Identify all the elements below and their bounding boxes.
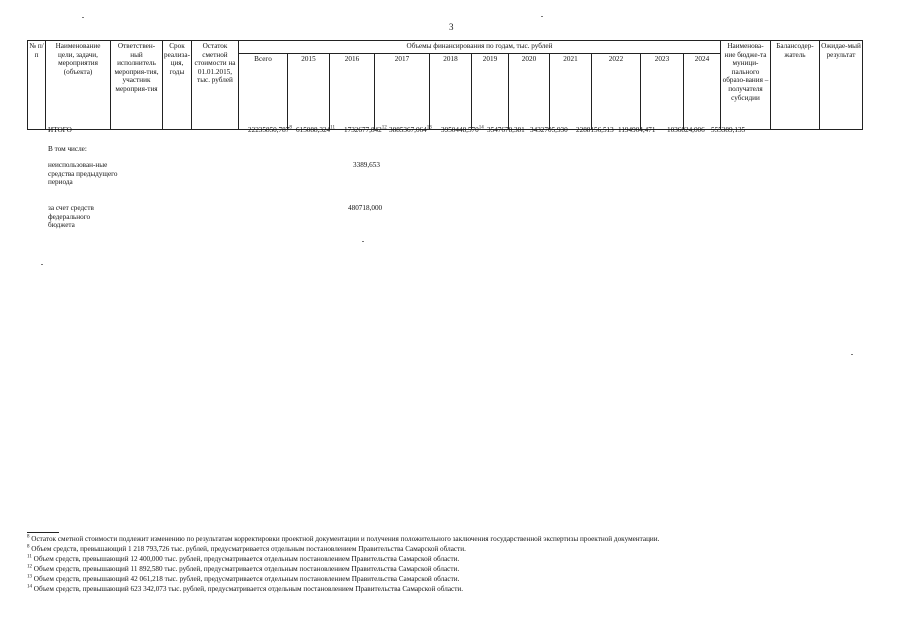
header-name: Наименование цели, задачи, мероприятия (объекта) <box>46 41 111 130</box>
footnote-separator <box>27 532 59 533</box>
header-year: 2015 <box>287 54 329 130</box>
header-year: 2020 <box>508 54 549 130</box>
scan-speck <box>41 264 43 265</box>
header-year: 2019 <box>471 54 508 130</box>
footnote: $^{12}$ Объем средств, превышающий 11 892,580 тыс. рублей, предусматривается отдельным постановлением Правительства Самарской области. <box>27 564 460 573</box>
sub-row-value-2016: 480718,000 <box>348 204 383 212</box>
year-value: 3547678,381 <box>487 126 525 134</box>
total-row-label: ИТОГО <box>48 126 72 134</box>
header-balance: Остаток сметной стоимости на 01.01.2015, тыс. рублей <box>191 41 238 130</box>
scan-speck <box>541 16 543 17</box>
year-value: 1036824,006 <box>667 126 705 134</box>
scan-speck <box>362 241 364 242</box>
year-value: 1732677,842$^{12}$ <box>344 125 387 134</box>
footnote: $^8$ Объем средств, превышающий 1 218 793,726 тыс. рублей, предусматривается отдельным постановлением Правительства Самарской области. <box>27 544 466 553</box>
header-total: Всего <box>238 54 287 130</box>
year-value: 2288156,513 <box>576 126 614 134</box>
header-year: 2024 <box>683 54 720 130</box>
header-holder: Балансодер-жатель <box>770 41 819 130</box>
year-value: 3432705,930 <box>530 126 568 134</box>
footnote: $^{11}$ Объем средств, превышающий 12 400,000 тыс. рублей, предусматривается отдельным постановлением Правительства Самарской области. <box>27 554 460 563</box>
footnote: $^{13}$ Объем средств, превышающий 42 061,218 тыс. рублей, предусматривается отдельным постановлением Правительства Самарской области. <box>27 574 460 583</box>
sub-row-label: неиспользован-ные средства предыдущего периода <box>48 161 118 187</box>
sub-row-value-2016: 3389,653 <box>353 161 380 169</box>
scan-speck <box>82 17 84 18</box>
header-responsible: Ответствен-ный исполнитель мероприя-тия, участник мероприя-тия <box>111 41 163 130</box>
page-number: 3 <box>449 22 454 32</box>
header-term: Срок реализа-ция, годы <box>163 41 192 130</box>
header-year: 2021 <box>549 54 591 130</box>
header-year: 2018 <box>429 54 471 130</box>
header-num: № п/п <box>28 41 46 130</box>
header-budget-name: Наименова-ние бюдже-та муници-пального образо-вания – получателя субсидии <box>720 41 770 130</box>
year-value: 1194904,471 <box>618 126 656 134</box>
financing-table <box>27 40 863 130</box>
year-value: 3885367,064$^{13}$ <box>389 125 432 134</box>
footnote: $^{14}$ Объем средств, превышающий 623 342,073 тыс. рублей, предусматривается отдельным постановлением Правительства Самарской области. <box>27 584 463 593</box>
year-value: 615088,324$^{11}$ <box>296 125 335 134</box>
header-year: 2022 <box>591 54 640 130</box>
header-year: 2016 <box>329 54 374 130</box>
year-value: 3950448,570$^{14}$ <box>441 125 484 134</box>
header-result: Ожидае-мый результат <box>819 41 862 130</box>
year-value: 555389,135 <box>711 126 746 134</box>
including-label: В том числе: <box>48 145 87 153</box>
header-year: 2017 <box>374 54 429 130</box>
total-value: 22235850,787$^8$ <box>248 125 292 134</box>
sub-row-label: за счет средств федерального бюджета <box>48 204 94 230</box>
scan-speck <box>851 354 853 355</box>
header-year: 2023 <box>640 54 683 130</box>
footnote: $^8$ Остаток сметной стоимости подлежит изменению по результатам корректировки проектной документации и получения положительного заключения государственной экспертизы проектной документации. <box>27 534 660 543</box>
header-financing: Объемы финансирования по годам, тыс. рублей <box>238 41 720 54</box>
